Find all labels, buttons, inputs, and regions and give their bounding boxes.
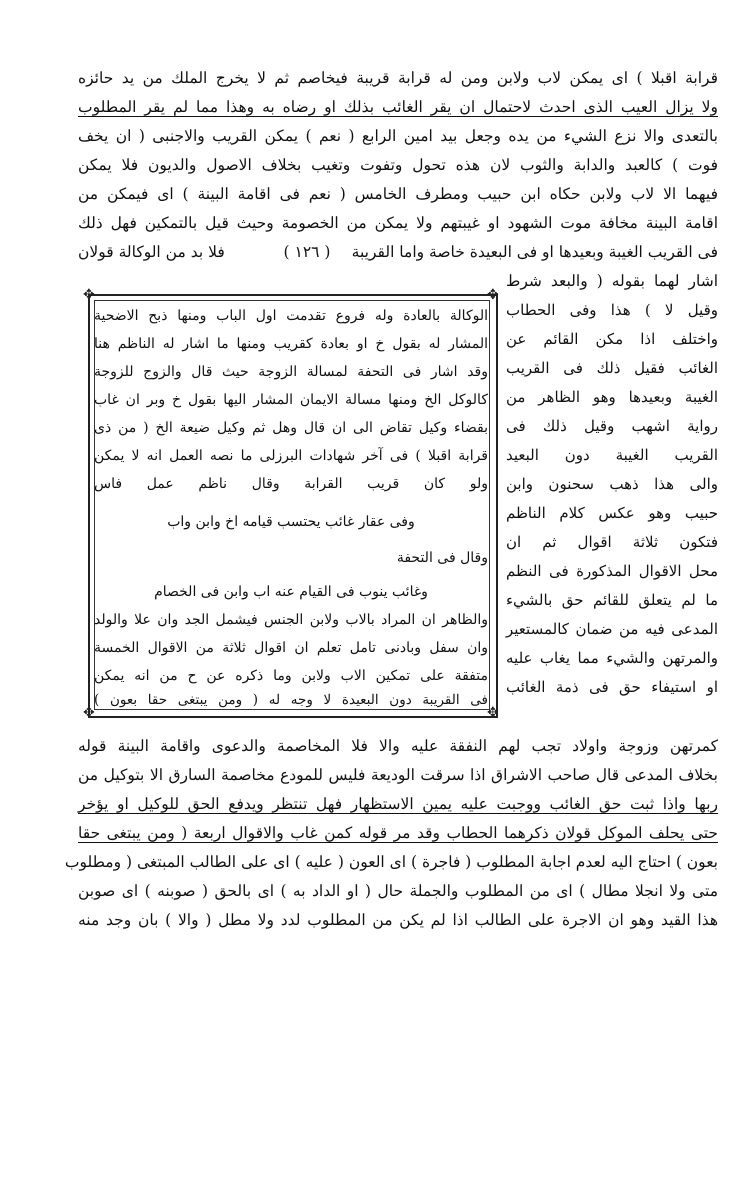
text-line-4: فوت ) كالعبد والدابة والثوب لان هذه تحول وتفوت وتغيب بخلاف الاصول والديون فلا يمكن [78,156,718,174]
side-line-11: ما لم يتعلق للقائم حق بالشيء [506,591,718,609]
corner-ornament-icon: ✥ [83,287,95,303]
text-line-9: كمرتهن وزوجة واولاد تجب لهم النفقة عليه والا فلا المخاصمة والدعوى واقامة البينة قوله [78,737,718,755]
text-line-6: اقامة البينة مخافة موت الشهود او غيبتهم ولا يمكن من الخصومة وحيث قيل بالتمكين فهل ذلك [78,214,718,232]
side-line-9: فتكون ثلاثة اقوال ثم ان [506,533,718,551]
box-verse-1: وفى عقار غائب يحتسب قيامه اخ وابن واب [167,514,415,530]
box-line-12: فى القريبة دون البعيدة لا وجه له ( ومن يبتغى حقا بعون ) [94,692,488,708]
text-line-14: متى ولا انجلا مطال ) اى من المطلوب والجملة حال ( او الداد به ) اى بالحق ( صوبنه ) اى صوبن [78,882,718,900]
page-number: ( ١٢٦ ) [283,243,331,261]
box-verse-2: وغائب ينوب فى القيام عنه اب وابن فى الخصام [154,584,428,600]
side-line-8: حبيب وهو عكس كلام الناظم [506,504,718,522]
side-line-1: وقيل لا ) هذا وفى الحطاب [506,301,718,319]
side-line-7: والى هذا ذهب سحنون وابن [506,475,718,493]
side-line-12: المدعى فيه من ضمان كالمستعير [506,620,718,638]
side-line-13: والمرتهن والشيء مما يغاب عليه [506,649,718,667]
side-line-2: واختلف اذا مكن القائم عن [506,330,718,348]
side-line-6: القريب الغيبة دون البعيد [506,446,718,464]
box-line-2: المشار له بقول خ او بعادة كقريب ومنها ما اشار له الناظم هنا [94,336,488,352]
box-line-1: الوكالة بالعادة وله فروع تقدمت اول الباب ومنها ذبح الاضحية [94,308,488,324]
text-line-1: قرابة اقبلا ) اى يمكن لاب ولابن ومن له قرابة قريبة فيخاصم ثم لا يخرج الملك من يد حائزه [78,69,718,87]
text-line-10: بخلاف المدعى قال صاحب الاشراق اذا سرقت الوديعة فليس للمودع مخاصمة السارق الا بتوكيل من [78,766,718,784]
box-line-10: وان سفل وبادنى تامل تعلم ان اقوال ثلاثة من الاقوال الخمسة [94,640,488,656]
side-line-3: الغائب فقيل ذلك فى القريب [506,359,718,377]
box-line-7: ولو كان قريب القرابة وقال ناظم عمل فاس [94,476,488,492]
text-line-2: ولا يزال العيب الذى احدث لاحتمال ان يقر الغائب بذلك او رضاه به وهذا مما لم يقر المطلوب [78,98,718,116]
box-line-8: وقال فى التحفة [396,550,488,566]
side-line-4: الغيبة وبعيدها وهو الظاهر من [506,388,718,406]
box-line-11: متفقة على تمكين الاب ولابن وما ذكره عن ح من انه يمكن [94,668,488,684]
side-line-14: او استيفاء حق فى ذمة الغائب [506,678,718,696]
side-line-5: رواية اشهب وقيل ذلك فى [506,417,718,435]
box-line-6: قرابة اقبلا ) فى آخر شهادات البرزلى ما نصه العمل انه لا يمكن [94,448,488,464]
text-line-7: فى القريب الغيبة وبعيدها او فى البعيدة خاصة واما القريبة [351,243,718,261]
side-line-10: محل الاقوال المذكورة فى النظم [506,562,718,580]
corner-ornament-icon: ✥ [487,287,499,303]
text-line-12: حتى يحلف الموكل قولان ذكرهما الحطاب وقد مر قوله كمن غاب والاقوال اربعة ( ومن يبتغى حقا [78,824,718,842]
corner-ornament-icon: ✥ [487,705,499,721]
box-line-9: والظاهر ان المراد بالاب ولابن الجنس فيشمل الجد وان علا والولد [94,612,488,628]
box-line-5: بقضاء وكيل تقاض الى ان قال وهل ثم وكيل ضيعة الخ ( من ذى [94,420,488,436]
text-line-5: فيهما الا لاب ولابن حكاه ابن حبيب ومطرف الخامس ( نعم فى اقامة البينة ) اى فيمكن من [78,185,718,203]
text-line-13: بعون ) احتاج اليه لعدم اجابة المطلوب ( فاجرة ) اى العون ( عليه ) اى على الطالب المبتغى ( ومطلوب [64,853,718,871]
text-line-8: اشار لهما بقوله ( والبعد شرط [506,272,718,290]
text-line-3: بالتعدى والا نزع الشيء من يده وجعل بيد امين الرابع ( نعم ) يمكن القريب والاجنبى ( ان يخف [78,127,718,145]
text-line-15: هذا القيد وهو ان الاجرة على الطالب اذا لم يكن من المطلوب لدد ولا مطل ( والا ) بان وجد منه [78,911,718,929]
box-line-4: كالوكل الخ ومنها مسالة الايمان المشار اليها بقول خ وبر ان غاب [94,392,488,408]
text-line-7-end: فلا بد من الوكالة قولان [78,243,225,261]
box-line-3: وقد اشار فى التحفة لمسالة الزوجة حيث قال والزوج للزوجة [94,364,488,380]
text-line-11: ربها واذا ثبت حق الغائب ووجبت عليه يمين الاستظهار فهل تنتظر ويدفع الحق للوكيل او يؤخر [78,795,718,813]
corner-ornament-icon: ✥ [83,705,95,721]
